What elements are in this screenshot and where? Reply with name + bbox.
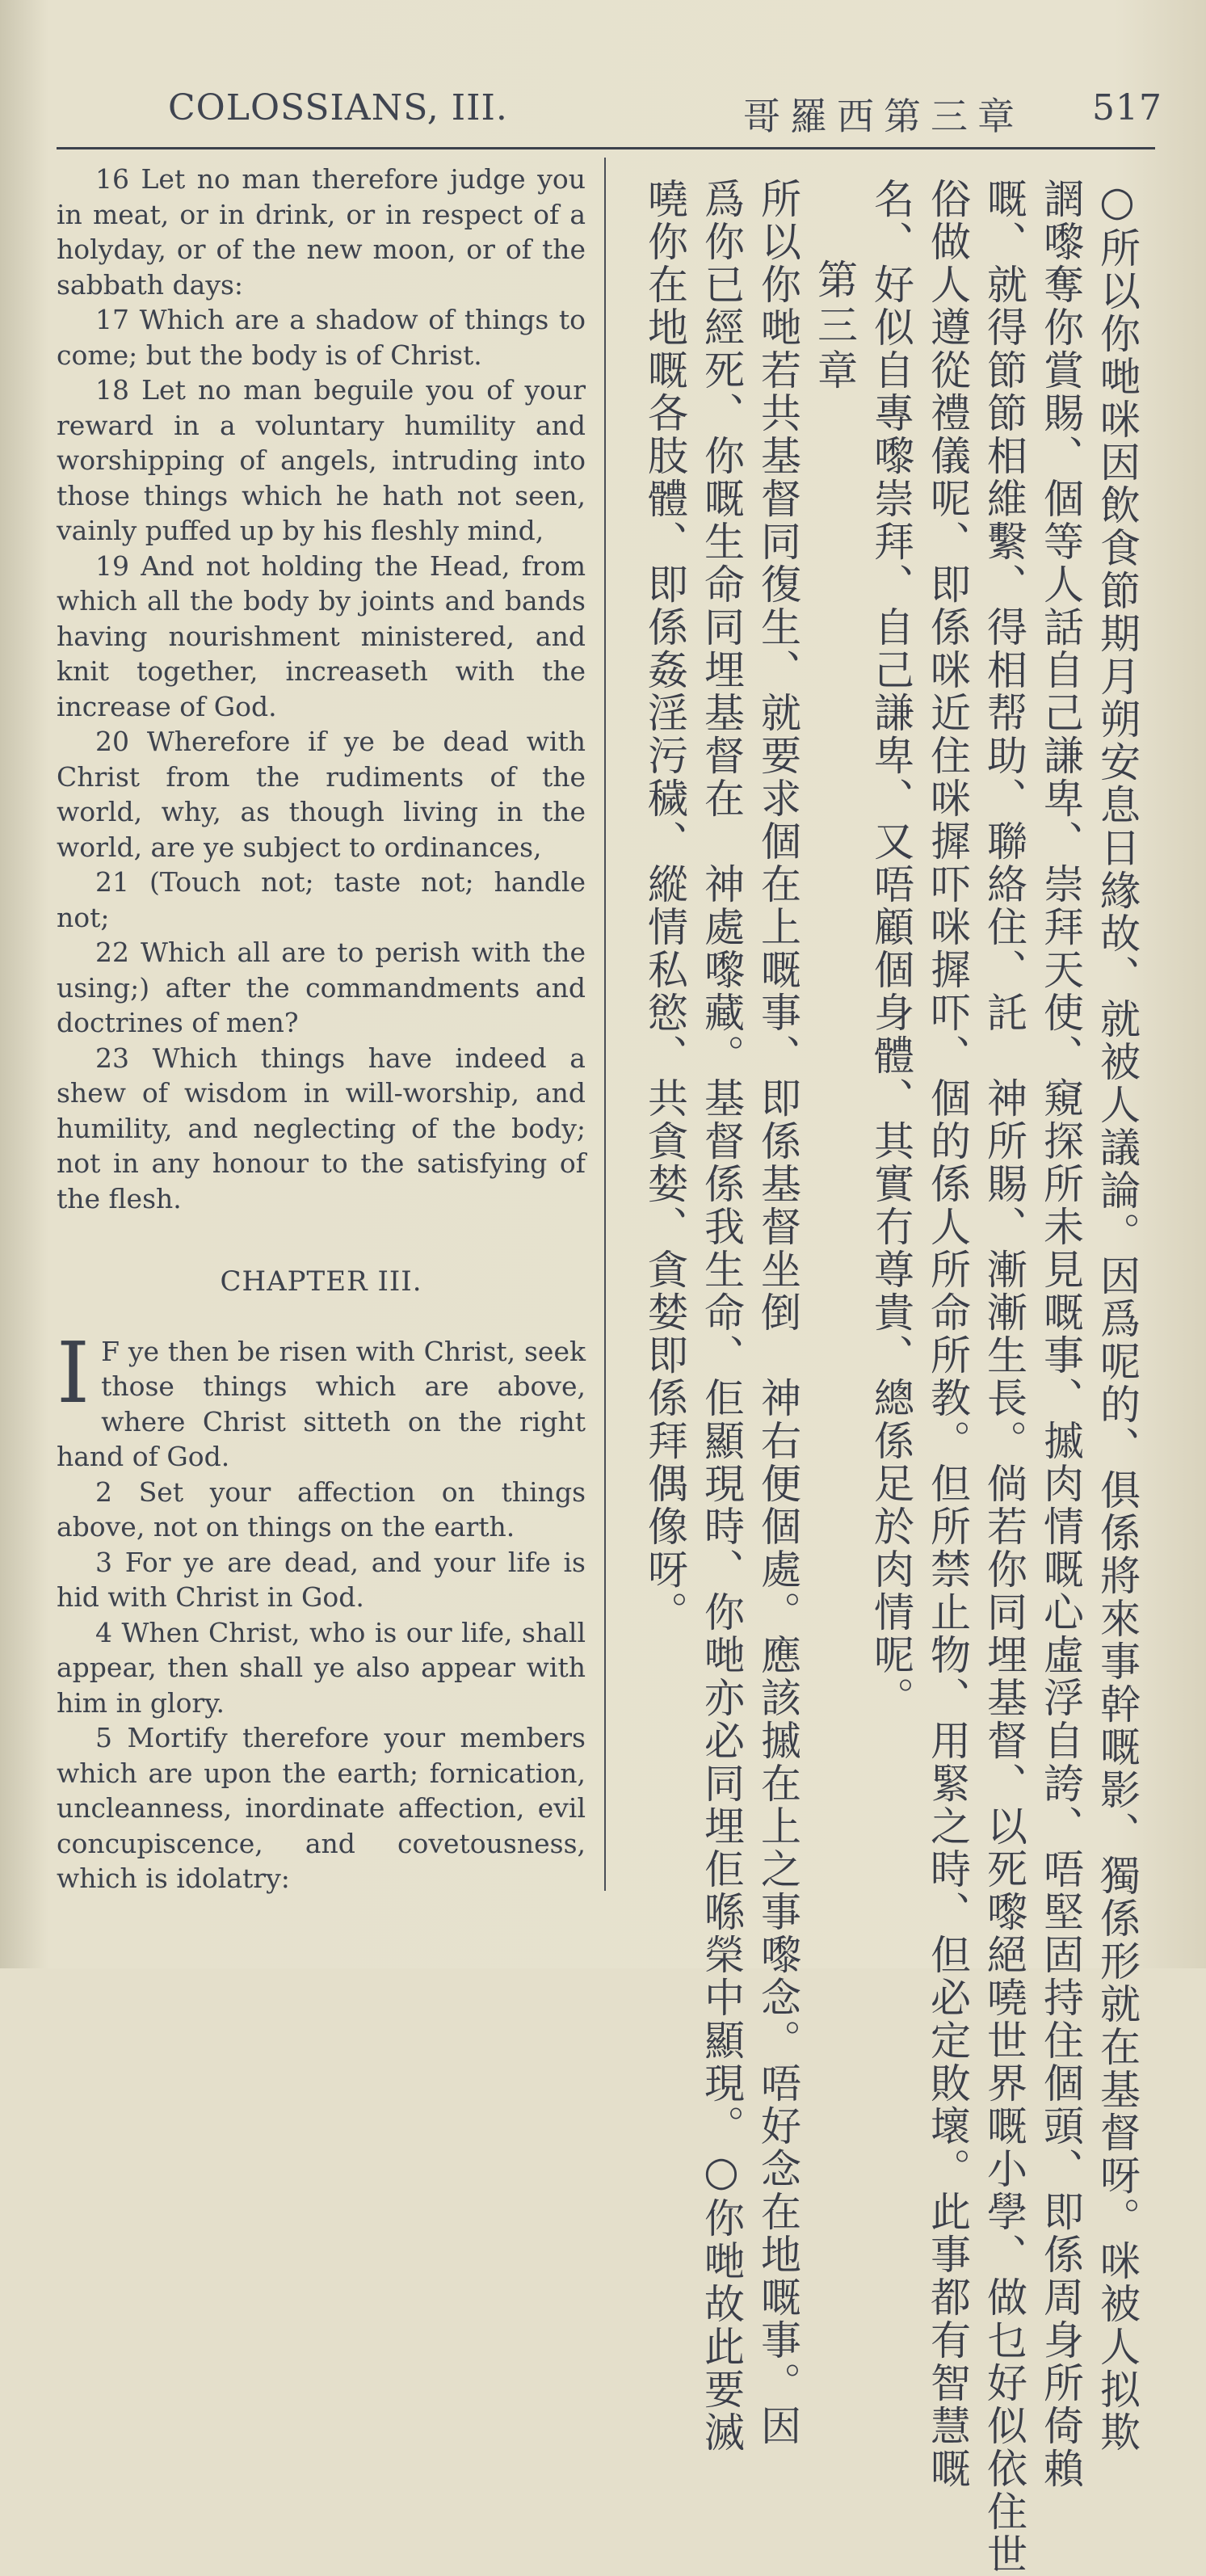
chinese-line-8: 嘵你在地嘅各肢體、即係姦淫污穢、縱情私慾、共貪婪、貪婪即係拜偶像呀。 — [641, 178, 688, 1634]
header-rule — [57, 147, 1155, 149]
chapter-verse-1-text: F ye then be risen with Christ, seek those things which are above, where Christ sitteth on the right hand of God. — [57, 1335, 586, 1472]
chinese-line-4: 俗做人遵從禮儀呢、即係咪近住咪摨吓咪摨吓、個的係人所命所教。但所禁止物、用緊之時、但必定敗壞。此事都有智慧嘅 — [924, 178, 971, 2490]
verse-19: 19 And not holding the Head, from which all the body by joints and bands having nourishment ministered, and knit together, increaseth with the increase of God. — [57, 549, 586, 722]
chapter-verse-2: 2 Set your affection on things above, not on things on the earth. — [57, 1475, 586, 1543]
chapter-verse-4: 4 When Christ, who is our life, shall appear, then shall ye also appear with him in glory. — [57, 1616, 586, 1719]
chapter-verse-3: 3 For ye are dead, and your life is hid with Christ in God. — [57, 1546, 586, 1613]
chinese-line-6: 所以你哋若共基督同復生、就要求個在上嘅事、即係基督坐倒 神右便個處。應該摵在上之事嚟念。唔好念在地嘅事。因 — [754, 178, 801, 2448]
chapter-verse-5: 5 Mortify therefore your members which are upon the earth; fornication, uncleanness, inordinate affection, evil concupiscence, and covetousness, which is idolatry: — [57, 1722, 586, 1894]
chinese-column — [622, 178, 1147, 2576]
verse-16: 16 Let no man therefore judge you in meat, or in drink, or in respect of a holyday, or of the new moon, or of the sabbath days: — [57, 163, 586, 301]
chinese-line-5: 名、好似自專嚟崇拜、自己謙卑、又唔顧個身體、其實冇尊貴、總係足於肉情呢。 — [868, 178, 914, 1719]
chinese-line-3: 嘅、就得節節相維繫、得相帮助、聯絡住、託 神所賜、漸漸生長。倘若你同埋基督、以死嚟絕嘵世界嘅小學、做乜好似依住世 — [981, 178, 1027, 2576]
running-header-chinese: 哥羅西第三章 — [743, 95, 1024, 138]
chinese-line-7: 爲你已經死、你嘅生命同埋基督在 神處嚟藏。基督係我生命、佢顯現時、你哋亦必同埋佢喺榮中顯現。○你哋故此要滅 — [698, 178, 745, 2454]
verse-18: 18 Let no man beguile you of your reward in a voluntary humility and worshipping of angels, intruding into those things which he hath not seen, vainly puffed up by his fleshly mind, — [57, 374, 586, 546]
chapter-verse-1 — [57, 1323, 586, 1475]
page-number: 517 — [1092, 87, 1162, 128]
chinese-line-2: 誷嚟奪你賞賜、個等人話自己謙卑、崇拜天使、窺探所未見嘅事、摵肉情嘅心虛浮自誇、唔堅固持住個頭、即係周身所倚賴 — [1037, 178, 1084, 2490]
verse-17: 17 Which are a shadow of things to come; but the body is of Christ. — [57, 304, 586, 371]
running-header-english: COLOSSIANS, III. — [168, 87, 508, 128]
chapter-heading: CHAPTER III. — [220, 1265, 422, 1298]
english-column — [57, 162, 586, 1896]
chinese-line-1: ○所以你哋咪因飲食節期月朔安息日緣故、就被人議論。因爲呢的、俱係將來事幹嘅影、獨係形就在基督呀。咪被人拟欺 — [1094, 178, 1141, 2454]
verse-22: 22 Which all are to perish with the using;) after the commandments and doctrines of men? — [57, 937, 586, 1038]
verse-23: 23 Which things have indeed a shew of wisdom in will-worship, and humility, and neglecting of the body; not in any honour to the satisfying of the flesh. — [57, 1042, 586, 1214]
drop-cap: I — [57, 1323, 90, 1422]
chinese-chapter-heading: 第三章 — [811, 259, 858, 394]
verse-21: 21 (Touch not; taste not; handle not; — [57, 866, 586, 933]
verse-20: 20 Wherefore if ye be dead with Christ from the rudiments of the world, why, as though living in the world, are ye subject to ordinances, — [57, 726, 586, 863]
column-divider — [604, 158, 606, 1891]
